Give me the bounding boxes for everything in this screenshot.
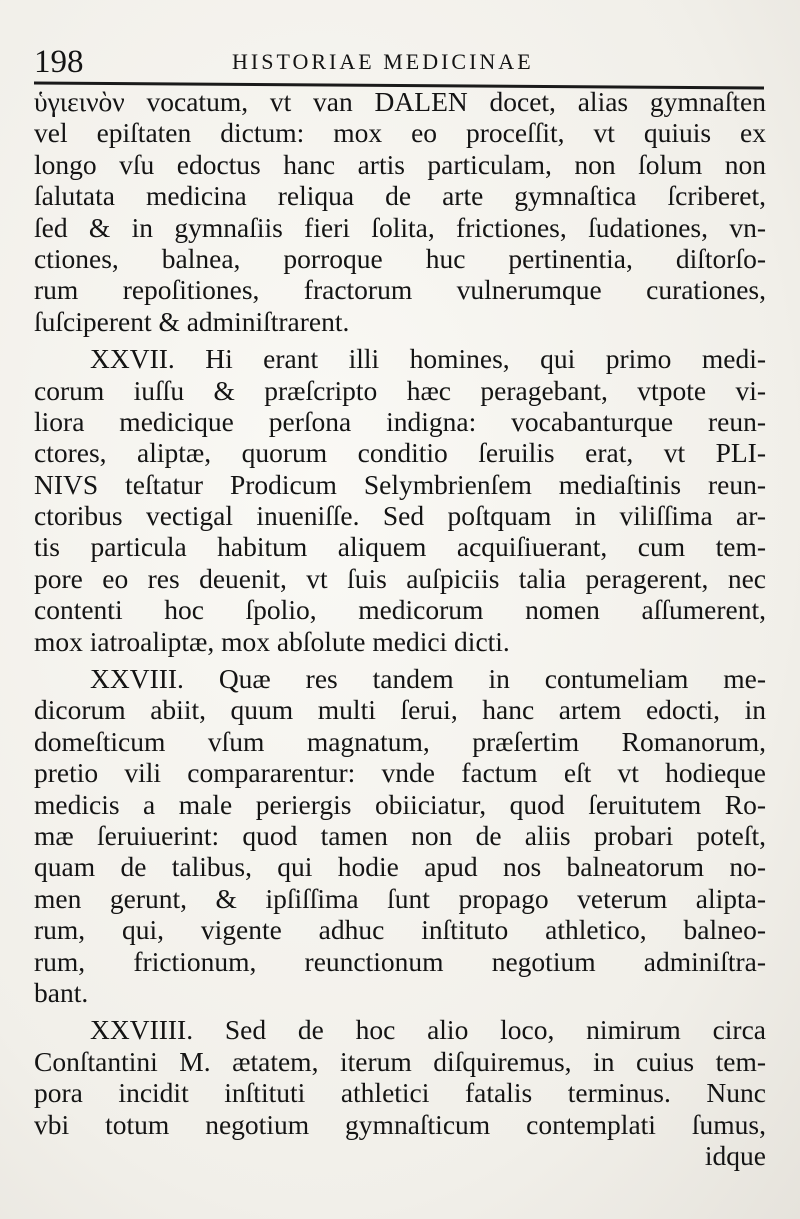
text-line: domeſticum vſum magnatum, præſertim Romanorum, (34, 725, 766, 757)
text-line: mox iatroaliptæ, mox abſolute medici dicti. (34, 625, 510, 657)
catchword: idque (704, 1139, 766, 1171)
text-line: vbi totum negotium gymnaſticum contemplati ſumus, (34, 1108, 766, 1140)
text-line: Conſtantini M. ætatem, iterum diſquiremus, in cuius tem- (34, 1045, 766, 1077)
page-header (34, 42, 766, 82)
text-line: pore eo res deuenit, vt ſuis auſpiciis talia peragerent, nec (34, 562, 766, 594)
text-line: rum repoſitiones, fractorum vulnerumque curationes, (34, 274, 766, 306)
text-line: contenti hoc ſpolio, medicorum nomen aſſumerent, (34, 594, 766, 626)
text-line: bant. (34, 976, 89, 1008)
text-line: ctoribus vectigal inueniſſe. Sed poſtquam in viliſſima ar- (34, 500, 766, 532)
text-line: dicorum abiit, quum multi ſerui, hanc artem edocti, in (34, 694, 766, 726)
paragraph-3 (34, 663, 766, 1008)
text-line: mæ ſeruiuerint: quod tamen non de aliis probari poteſt, (34, 819, 766, 851)
text-line: ſalutata medicina reliqua de arte gymnaſtica ſcriberet, (34, 180, 766, 212)
body-text (34, 86, 766, 1171)
text-line: XXVIIII. Sed de hoc alio loco, nimirum circa (90, 1014, 766, 1046)
text-line: quam de talibus, qui hodie apud nos balneatorum no- (34, 851, 766, 883)
text-line: ctores, aliptæ, quorum conditio ſeruilis erat, vt PLI- (34, 437, 766, 469)
running-head: HISTORIAE MEDICINAE (232, 49, 534, 74)
text-line: ſuſciperent & adminiſtrarent. (34, 305, 350, 337)
paragraph-1 (34, 86, 766, 337)
text-line: ctiones, balnea, porroque huc pertinentia, diſtorſo- (34, 242, 766, 274)
paragraph-2 (34, 343, 766, 657)
text-line: pretio vili compararentur: vnde factum eſt vt hodieque (34, 757, 766, 789)
text-line: XXVIII. Quæ res tandem in contumeliam me- (90, 663, 766, 695)
text-line: ὑγιεινὸν vocatum, vt van DALEN docet, alias gymnaſten (34, 86, 766, 117)
text-line: ſed & in gymnaſiis fieri ſolita, frictiones, ſudationes, vn- (34, 211, 766, 243)
text-line: pora incidit inſtituti athletici fatalis terminus. Nunc (34, 1077, 766, 1109)
text-line: longo vſu edoctus hanc artis particulam, non ſolum non (34, 148, 766, 180)
text-line: vel epiſtaten dictum: mox eo proceſſit, vt quiuis ex (34, 117, 766, 149)
text-line: men gerunt, & ipſiſſima ſunt propago veterum alipta- (34, 882, 766, 914)
text-line: liora medicique perſona indigna: vocabanturque reun- (34, 405, 766, 437)
text-line: rum, frictionum, reunctionum negotium adminiſtra- (34, 945, 766, 977)
text-line: XXVII. Hi erant illi homines, qui primo medi- (90, 343, 766, 375)
text-line: NIVS teſtatur Prodicum Selymbrienſem mediaſtinis reun- (34, 468, 766, 500)
text-line: medicis a male periergis obiiciatur, quod ſeruitutem Ro- (34, 788, 766, 820)
text-line: tis particula habitum aliquem acquiſiuerant, cum tem- (34, 531, 766, 563)
page-number: 198 (34, 44, 84, 80)
text-line: rum, qui, vigente adhuc inſtituto athletico, balneo- (34, 914, 766, 946)
paragraph-4 (34, 1014, 766, 1171)
text-line: corum iuſſu & præſcripto hæc peragebant, vtpote vi- (34, 374, 766, 406)
